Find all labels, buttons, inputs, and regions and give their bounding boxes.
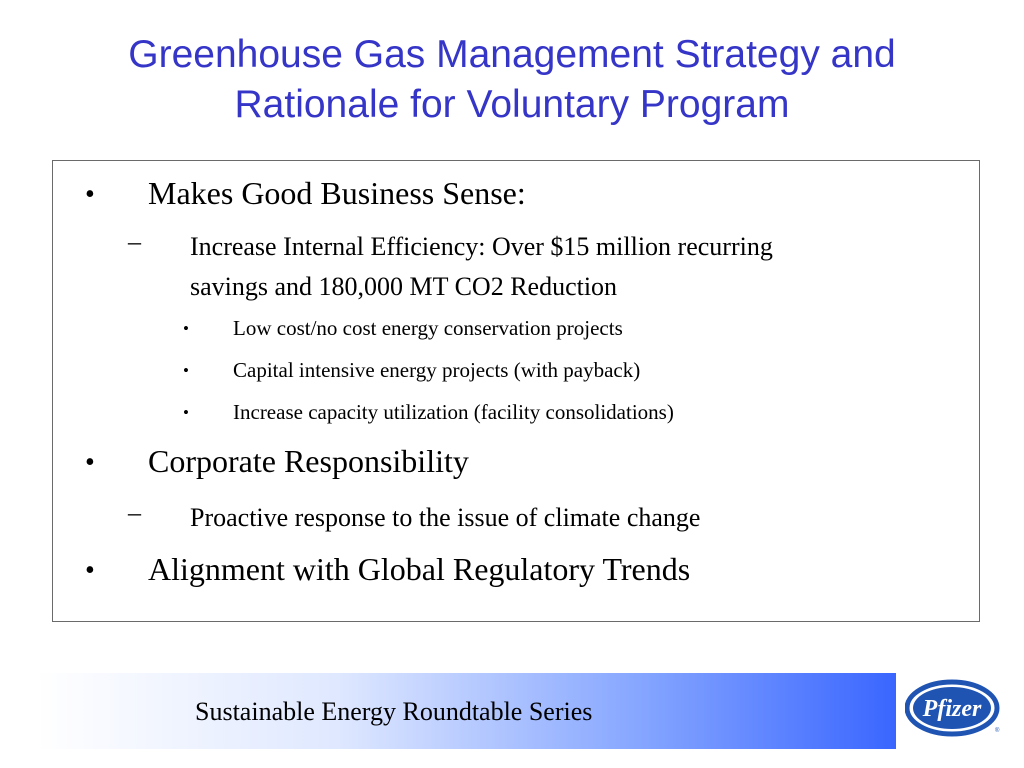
footer-title: Sustainable Energy Roundtable Series [195, 697, 593, 726]
point-text: Low cost/no cost energy conservation projects [233, 316, 623, 340]
title-line-1: Greenhouse Gas Management Strategy and [128, 33, 896, 76]
logo-wordmark: Pfizer [922, 696, 982, 722]
point-text: Increase capacity utilization (facility consolidations) [233, 400, 674, 424]
bullet-marker: • [183, 361, 189, 380]
bullet-text: Alignment with Global Regulatory Trends [148, 551, 691, 587]
bullet-marker: • [183, 319, 189, 338]
logo-registered-mark: ® [995, 728, 1000, 734]
bullet-marker: • [85, 555, 95, 586]
point-text: Capital intensive energy projects (with payback) [233, 358, 641, 382]
sub-item-line-1: Increase Internal Efficiency: Over $15 million recurring [190, 232, 773, 261]
bullet-text: Makes Good Business Sense: [148, 175, 526, 211]
bullet-marker: • [85, 447, 95, 478]
bullet-marker: • [85, 179, 95, 210]
title-line-2: Rationale for Voluntary Program [234, 83, 790, 126]
slide-title [0, 30, 1024, 130]
dash-marker: – [128, 227, 141, 256]
bullet-marker: • [183, 403, 189, 422]
sub-item-text: Proactive response to the issue of climate change [190, 503, 701, 532]
bullet-text: Corporate Responsibility [148, 443, 469, 479]
pfizer-logo [905, 679, 1001, 737]
dash-marker: – [128, 498, 141, 527]
content-box [52, 160, 980, 622]
sub-item-line-2: savings and 180,000 MT CO2 Reduction [190, 272, 618, 301]
